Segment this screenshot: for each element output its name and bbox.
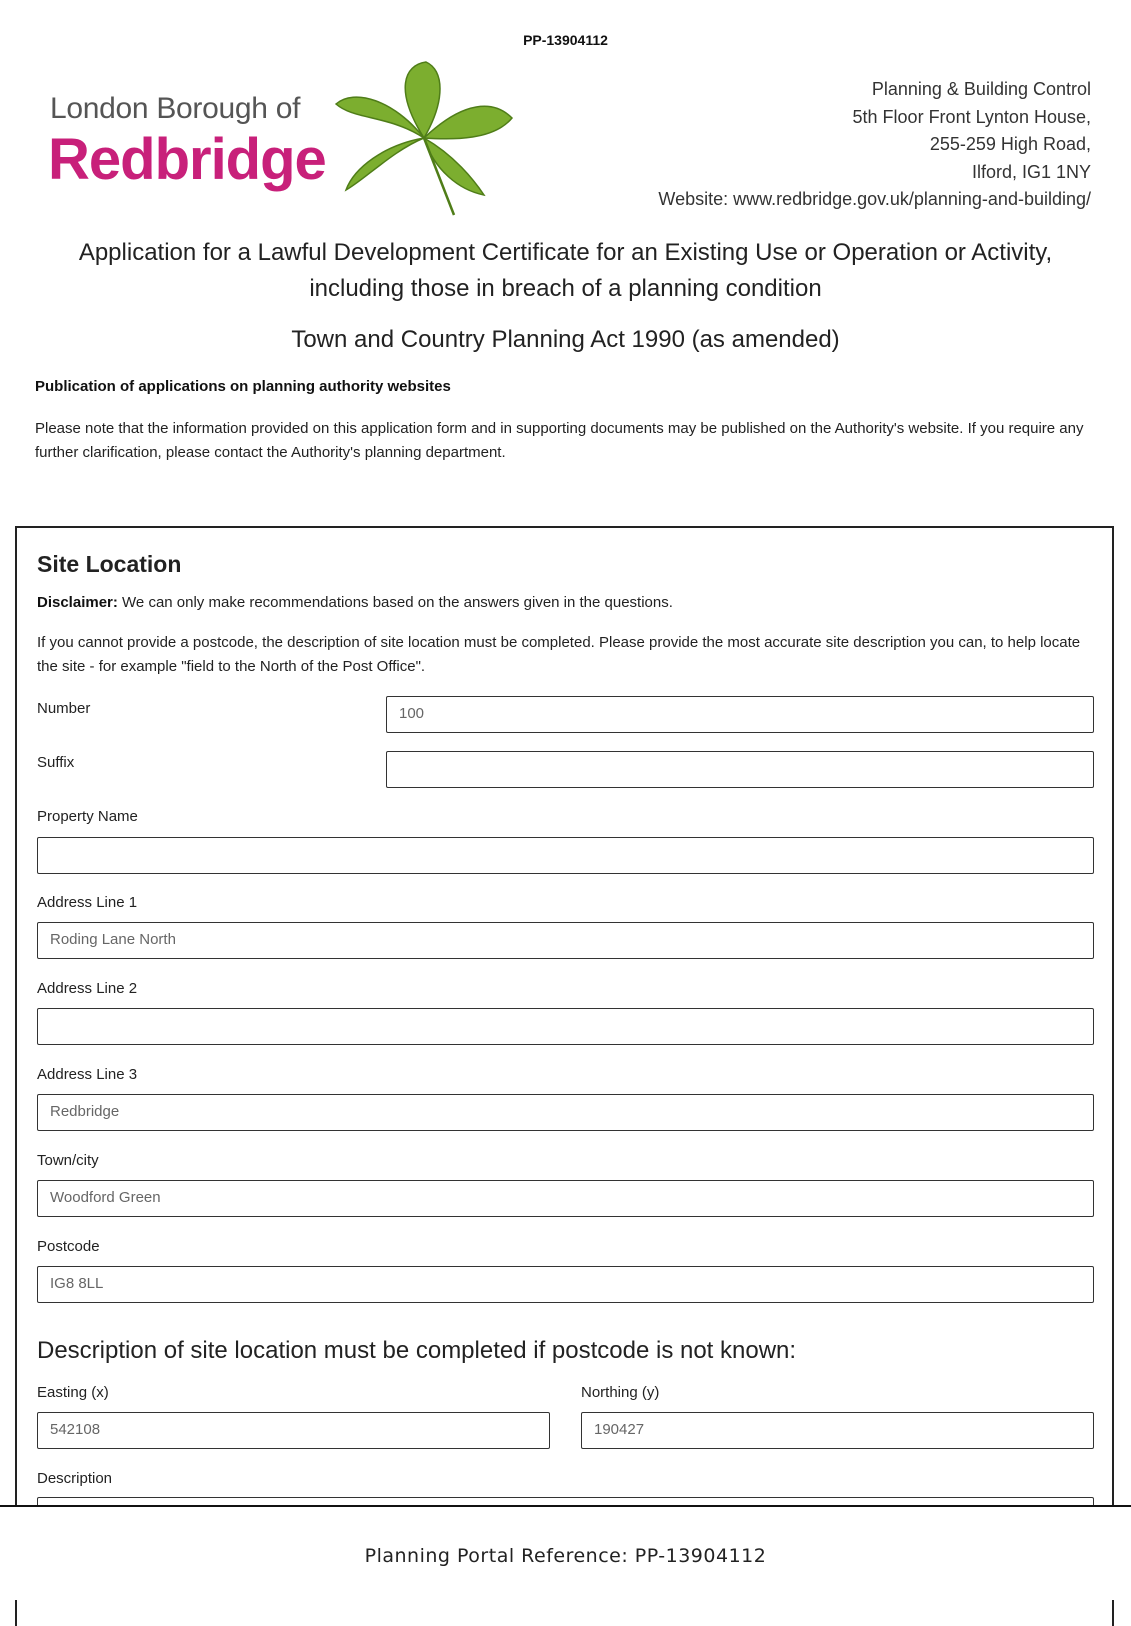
contact-line: 255-259 High Road,: [929, 134, 1091, 154]
act-title: Town and Country Planning Act 1990 (as amended): [291, 326, 840, 353]
easting-input[interactable]: 542108: [37, 1412, 550, 1449]
footer-divider: [0, 1505, 1131, 1507]
address-line-1-input[interactable]: Roding Lane North: [37, 922, 1094, 959]
logo-line-1: London Borough of: [50, 92, 301, 125]
number-label: Number: [37, 700, 91, 717]
postcode-input[interactable]: IG8 8LL: [37, 1266, 1094, 1303]
site-location-panel: [15, 526, 1114, 1626]
section-title: Site Location: [37, 551, 182, 577]
property-name-label: Property Name: [37, 808, 138, 825]
footer-reference: Planning Portal Reference: PP-13904112: [364, 1545, 767, 1567]
northing-input[interactable]: 190427: [581, 1412, 1094, 1449]
reference-number: PP-13904112: [523, 32, 608, 48]
suffix-input[interactable]: [386, 751, 1094, 788]
disclaimer-label: Disclaimer:: [37, 594, 118, 611]
publication-heading: Publication of applications on planning authority websites: [35, 378, 451, 395]
form-title-line-1: Application for a Lawful Development Certificate for an Existing Use or Operation or Activity,: [78, 239, 1053, 266]
website-link[interactable]: Website: www.redbridge.gov.uk/planning-and-building/: [658, 189, 1091, 209]
postcode-label: Postcode: [37, 1238, 100, 1255]
description-label: Description: [37, 1470, 113, 1487]
publication-text: Please note that the information provided on this application form and in supporting documents may be published on the Authority's website. If you require any further clarification, please contact the Authority's planning department.: [35, 420, 1084, 461]
number-input[interactable]: 100: [386, 696, 1094, 733]
contact-line: Ilford, IG1 1NY: [971, 161, 1091, 182]
council-logo: [48, 60, 508, 220]
contact-address: [658, 76, 1091, 214]
chestnut-leaf-icon: [334, 60, 514, 220]
address-line-2-input[interactable]: [37, 1008, 1094, 1045]
logo-line-2: Redbridge: [48, 127, 326, 192]
contact-line: 5th Floor Front Lynton House,: [852, 106, 1091, 127]
contact-line: Planning & Building Control: [871, 79, 1091, 99]
town-city-input[interactable]: Woodford Green: [37, 1180, 1094, 1217]
address-line-3-input[interactable]: Redbridge: [37, 1094, 1094, 1131]
address-line-1-label: Address Line 1: [37, 894, 138, 911]
disclaimer: [37, 591, 1087, 615]
northing-label: Northing (y): [581, 1384, 660, 1401]
form-title-line-2: including those in breach of a planning condition: [309, 275, 822, 302]
property-name-input[interactable]: [37, 837, 1094, 874]
instruction-text: If you cannot provide a postcode, the description of site location must be completed. Please provide the most accurate site description you can, to help locate the site - for example "field to the North of the Post Office".: [37, 634, 1081, 675]
disclaimer-text: We can only make recommendations based on the answers given in the questions.: [117, 594, 673, 611]
address-line-2-label: Address Line 2: [37, 980, 138, 997]
description-heading: Description of site location must be completed if postcode is not known:: [37, 1337, 797, 1364]
suffix-label: Suffix: [37, 754, 75, 771]
address-line-3-label: Address Line 3: [37, 1066, 138, 1083]
form-title: [40, 235, 1091, 307]
easting-label: Easting (x): [37, 1384, 109, 1401]
town-city-label: Town/city: [37, 1152, 99, 1169]
